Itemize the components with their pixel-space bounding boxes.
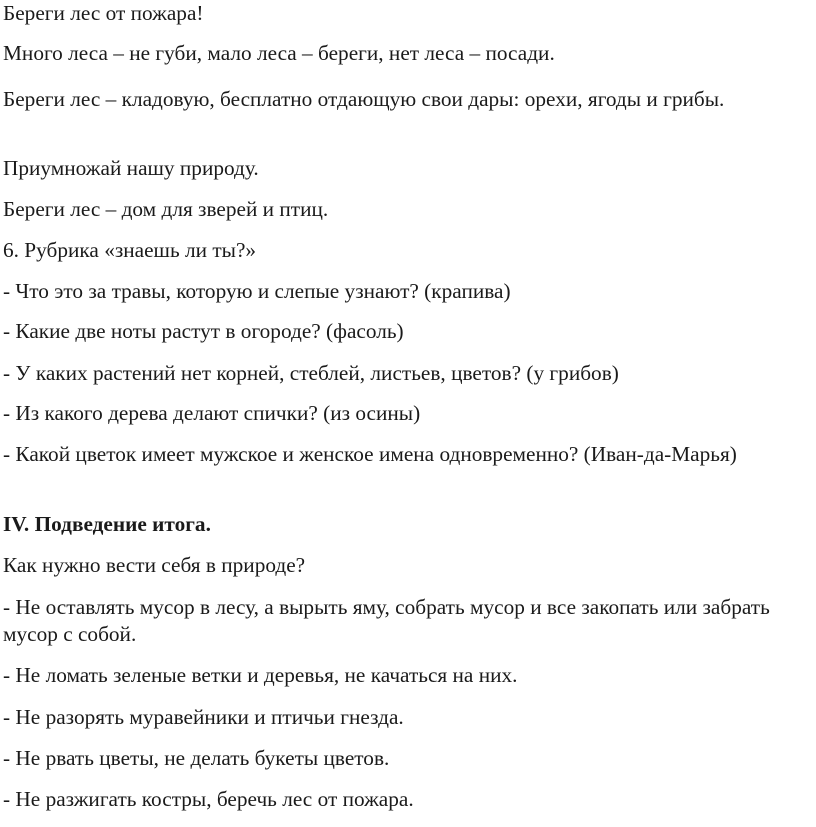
quiz-item: - Какие две ноты растут в огороде? (фасоль) (3, 319, 404, 343)
summary-question: Как нужно вести себя в природе? (3, 553, 306, 577)
quiz-item: - Что это за травы, которую и слепые узнают? (крапива) (3, 279, 511, 303)
paragraph-slogan-fire: Береги лес от пожара! (3, 1, 204, 25)
rule-item: - Не рвать цветы, не делать букеты цветов. (3, 746, 390, 770)
section-heading-quiz: 6. Рубрика «знаешь ли ты?» (3, 238, 257, 262)
rule-item: - Не разорять муравейники и птичьи гнезда. (3, 705, 404, 729)
paragraph-slogan-pantry: Береги лес – кладовую, бесплатно отдающую свои дары: орехи, ягоды и грибы. (3, 87, 725, 111)
rule-item: - Не ломать зеленые ветки и деревья, не качаться на них. (3, 663, 518, 687)
rule-item: - Не разжигать костры, беречь лес от пожара. (3, 787, 414, 811)
quiz-item: - Из какого дерева делают спички? (из осины) (3, 401, 421, 425)
section-heading-summary: IV. Подведение итога. (3, 512, 211, 536)
rule-item: - Не оставлять мусор в лесу, а вырыть яму, собрать мусор и все закопать или забрать мусор с собой. (3, 595, 770, 646)
paragraph-slogan-forest: Много леса – не губи, мало леса – береги, нет леса – посади. (3, 41, 555, 65)
paragraph-slogan-home: Береги лес – дом для зверей и птиц. (3, 197, 329, 221)
paragraph-slogan-nature: Приумножай нашу природу. (3, 156, 259, 180)
quiz-item: - У каких растений нет корней, стеблей, листьев, цветов? (у грибов) (3, 361, 619, 385)
quiz-item: - Какой цветок имеет мужское и женское имена одновременно? (Иван-да-Марья) (3, 442, 737, 466)
